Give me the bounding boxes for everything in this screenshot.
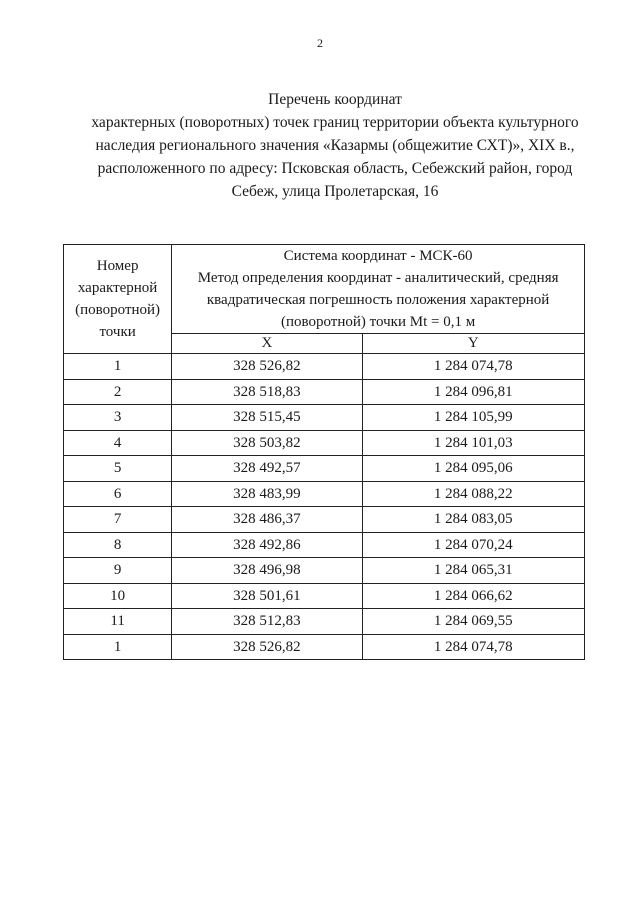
x-coordinate-cell: 328 526,82	[172, 354, 362, 380]
point-number-cell: 5	[64, 456, 172, 482]
y-coordinate-cell: 1 284 069,55	[362, 609, 584, 635]
table-row	[64, 456, 585, 482]
point-number-header-line: Номер	[96, 258, 139, 274]
y-column-header: Y	[362, 334, 584, 354]
title-line: Перечень координат	[268, 91, 402, 108]
x-coordinate-cell: 328 512,83	[172, 609, 362, 635]
point-number-cell: 4	[64, 430, 172, 456]
y-coordinate-cell: 1 284 065,31	[362, 558, 584, 584]
point-number-cell: 6	[64, 481, 172, 507]
point-number-cell: 8	[64, 532, 172, 558]
x-coordinate-cell: 328 501,61	[172, 583, 362, 609]
table-row	[64, 609, 585, 635]
y-coordinate-cell: 1 284 096,81	[362, 379, 584, 405]
coordinate-method-line: (поворотной) точки Mt = 0,1 м	[281, 314, 476, 330]
table-row	[64, 634, 585, 660]
point-number-cell: 1	[64, 634, 172, 660]
title-line: характерных (поворотных) точек границ территории объекта культурного	[91, 114, 579, 131]
point-number-header-line: характерной	[77, 280, 158, 296]
table-row	[64, 558, 585, 584]
point-number-cell: 2	[64, 379, 172, 405]
table-row	[64, 405, 585, 431]
coordinate-system-line: Система координат - МСК-60	[283, 248, 473, 264]
x-coordinate-cell: 328 492,57	[172, 456, 362, 482]
point-number-cell: 1	[64, 354, 172, 380]
table-row	[64, 583, 585, 609]
title-line: наследия регионального значения «Казармы (общежитие СХТ)», XIX в.,	[95, 137, 575, 154]
y-coordinate-cell: 1 284 088,22	[362, 481, 584, 507]
table-row	[64, 354, 585, 380]
point-number-header	[64, 245, 172, 354]
document-title	[70, 88, 600, 203]
point-number-cell: 3	[64, 405, 172, 431]
x-coordinate-cell: 328 526,82	[172, 634, 362, 660]
point-number-cell: 7	[64, 507, 172, 533]
x-column-header: X	[172, 334, 362, 354]
x-coordinate-cell: 328 483,99	[172, 481, 362, 507]
x-coordinate-cell: 328 496,98	[172, 558, 362, 584]
y-coordinate-cell: 1 284 074,78	[362, 634, 584, 660]
page-number: 2	[317, 36, 323, 50]
y-coordinate-cell: 1 284 105,99	[362, 405, 584, 431]
coordinates-table	[63, 244, 585, 660]
point-number-header-line: (поворотной)	[75, 302, 161, 318]
point-number-cell: 10	[64, 583, 172, 609]
x-coordinate-cell: 328 518,83	[172, 379, 362, 405]
y-coordinate-cell: 1 284 066,62	[362, 583, 584, 609]
table-row	[64, 507, 585, 533]
point-number-header-line: точки	[99, 324, 136, 340]
point-number-cell: 11	[64, 609, 172, 635]
point-number-cell: 9	[64, 558, 172, 584]
x-coordinate-cell: 328 515,45	[172, 405, 362, 431]
y-coordinate-cell: 1 284 070,24	[362, 532, 584, 558]
coordinate-method-line: Метод определения координат - аналитический, средняя	[197, 270, 559, 286]
y-coordinate-cell: 1 284 095,06	[362, 456, 584, 482]
table-row	[64, 430, 585, 456]
coordinates-table-body	[64, 354, 585, 660]
x-coordinate-cell: 328 486,37	[172, 507, 362, 533]
title-line: расположенного по адресу: Псковская область, Себежский район, город	[97, 160, 573, 177]
x-coordinate-cell: 328 503,82	[172, 430, 362, 456]
y-coordinate-cell: 1 284 083,05	[362, 507, 584, 533]
title-line: Себеж, улица Пролетарская, 16	[231, 183, 439, 200]
coordinate-system-header	[172, 245, 585, 334]
y-coordinate-cell: 1 284 074,78	[362, 354, 584, 380]
y-coordinate-cell: 1 284 101,03	[362, 430, 584, 456]
coordinate-method-line: квадратическая погрешность положения характерной	[206, 292, 550, 308]
table-row	[64, 379, 585, 405]
x-coordinate-cell: 328 492,86	[172, 532, 362, 558]
table-row	[64, 481, 585, 507]
table-row	[64, 532, 585, 558]
